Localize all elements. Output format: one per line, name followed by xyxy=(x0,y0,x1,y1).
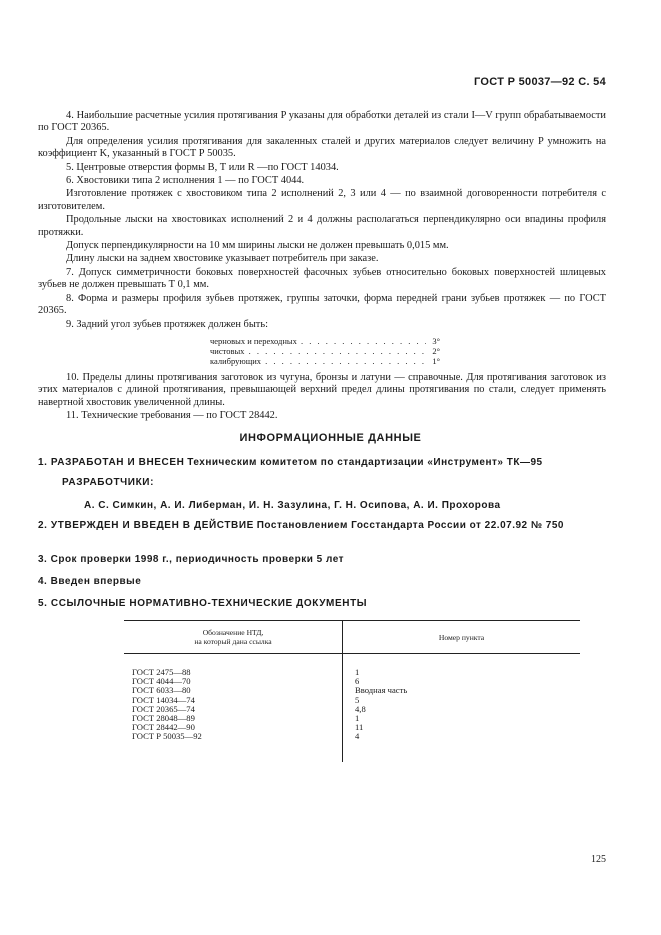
paragraph: Допуск перпендикулярности на 10 мм ширины лыски не должен превышать 0,015 мм. xyxy=(66,240,449,252)
angle-row xyxy=(210,356,440,366)
info-item-developed xyxy=(38,456,608,469)
body-text xyxy=(38,110,606,424)
angle-label: калибрующих . . . xyxy=(210,356,426,366)
relief-angle-list xyxy=(210,336,606,366)
table-row: ГОСТ 6033—80 Вводная часть xyxy=(124,686,580,695)
column-header-document: Обозначение НТД, на который дана ссылка xyxy=(124,621,343,654)
info-section-title: ИНФОРМАЦИОННЫЕ ДАННЫЕ xyxy=(239,432,422,444)
paragraph: Изготовление протяжек с хвостовиком типа 2 исполнений 2, 3 или 4 — по взаимной договоренности потребителя с изготовителем. xyxy=(38,188,606,212)
table-header-row xyxy=(124,621,580,654)
paragraph: 10. Пределы длины протягивания заготовок из чугуна, бронзы и латуни — справочные. Для протягивания заготовок из этих материалов с длиной протягивания, превышающей верхний предел длины протягивания по стали, следует применять навертной хвостовик увеличенной длины. xyxy=(38,371,606,408)
angle-value: 2° xyxy=(432,345,440,356)
paragraph: Длину лыски на заднем хвостовике указывает потребитель при заказе. xyxy=(66,253,379,265)
info-item-references: 5. ССЫЛОЧНЫЕ НОРМАТИВНО-ТЕХНИЧЕСКИЕ ДОКУМЕНТЫ xyxy=(38,598,368,609)
paragraph: 4. Наибольшие расчетные усилия протягивания P указаны для обработки деталей из стали I—V групп обрабатываемости по ГОСТ 20365. xyxy=(38,110,606,134)
info-item-lead: 1. РАЗРАБОТАН И ВНЕСЕН xyxy=(38,457,185,468)
paragraph: 7. Допуск симметричности боковых поверхностей фасочных зубьев относительно боковых поверхностей шлицевых зубьев не должен превышать Т 0,1 мм. xyxy=(38,266,606,291)
paragraph: 5. Центровые отверстия формы В, Т или R —по ГОСТ 14034. xyxy=(66,161,339,173)
table-row: ГОСТ 28442—90 11 xyxy=(124,723,580,732)
developers-label: РАЗРАБОТЧИКИ: xyxy=(62,477,154,488)
info-item-text: Постановлением Госстандарта России от 22.07.92 № 750 xyxy=(256,520,564,531)
table-row: ГОСТ 14034—74 5 xyxy=(124,696,580,705)
table-row: ГОСТ Р 50035—92 4 xyxy=(124,732,580,761)
paragraph: 8. Форма и размеры профиля зубьев протяжек, группы заточки, форма передней грани зубьев протяжек — по ГОСТ 20365. xyxy=(38,292,606,317)
table-row: ГОСТ 4044—70 6 xyxy=(124,677,580,686)
table-row: ГОСТ 28048—89 1 xyxy=(124,714,580,723)
paragraph: Для определения усилия протягивания для закаленных сталей и других материалов следует величину P умножить на коэффициент K, указанный в ГОСТ Р 50035. xyxy=(38,135,606,160)
angle-row xyxy=(210,346,440,356)
angle-label: чистовых . . . xyxy=(210,346,426,356)
angle-value: 3° xyxy=(432,335,440,346)
angle-row xyxy=(210,336,440,346)
table-row: ГОСТ 2475—88 1 xyxy=(124,654,580,678)
info-item-lead: 2. УТВЕРЖДЕН И ВВЕДЕН В ДЕЙСТВИЕ xyxy=(38,520,254,531)
page-header: ГОСТ Р 50037—92 С. 54 xyxy=(474,76,606,88)
info-item-approved xyxy=(38,519,610,532)
page-number: 125 xyxy=(591,854,606,865)
references-table xyxy=(124,620,580,762)
paragraph: 9. Задний угол зубьев протяжек должен быть: xyxy=(66,318,268,330)
paragraph: 6. Хвостовики типа 2 исполнения 1 — по ГОСТ 4044. xyxy=(66,175,305,187)
info-item-review: 3. Срок проверки 1998 г., периодичность проверки 5 лет xyxy=(38,554,345,565)
info-item-first: 4. Введен впервые xyxy=(38,576,142,587)
developers-list: А. С. Симкин, А. И. Либерман, И. Н. Зазулина, Г. Н. Осипова, А. И. Прохорова xyxy=(84,500,501,511)
angle-value: 1° xyxy=(432,355,440,366)
paragraph: Продольные лыски на хвостовиках исполнений 2 и 4 должны располагаться перпендикулярно оси впадины профиля протяжки. xyxy=(38,214,606,238)
column-header-item: Номер пункта xyxy=(343,621,581,654)
info-item-text: Техническим комитетом по стандартизации «Инструмент» ТК—95 xyxy=(187,457,543,468)
angle-label: черновых и переходных . . . xyxy=(210,336,426,346)
paragraph: 11. Технические требования — по ГОСТ 28442. xyxy=(66,410,278,422)
table-row: ГОСТ 20365—74 4,8 xyxy=(124,705,580,714)
